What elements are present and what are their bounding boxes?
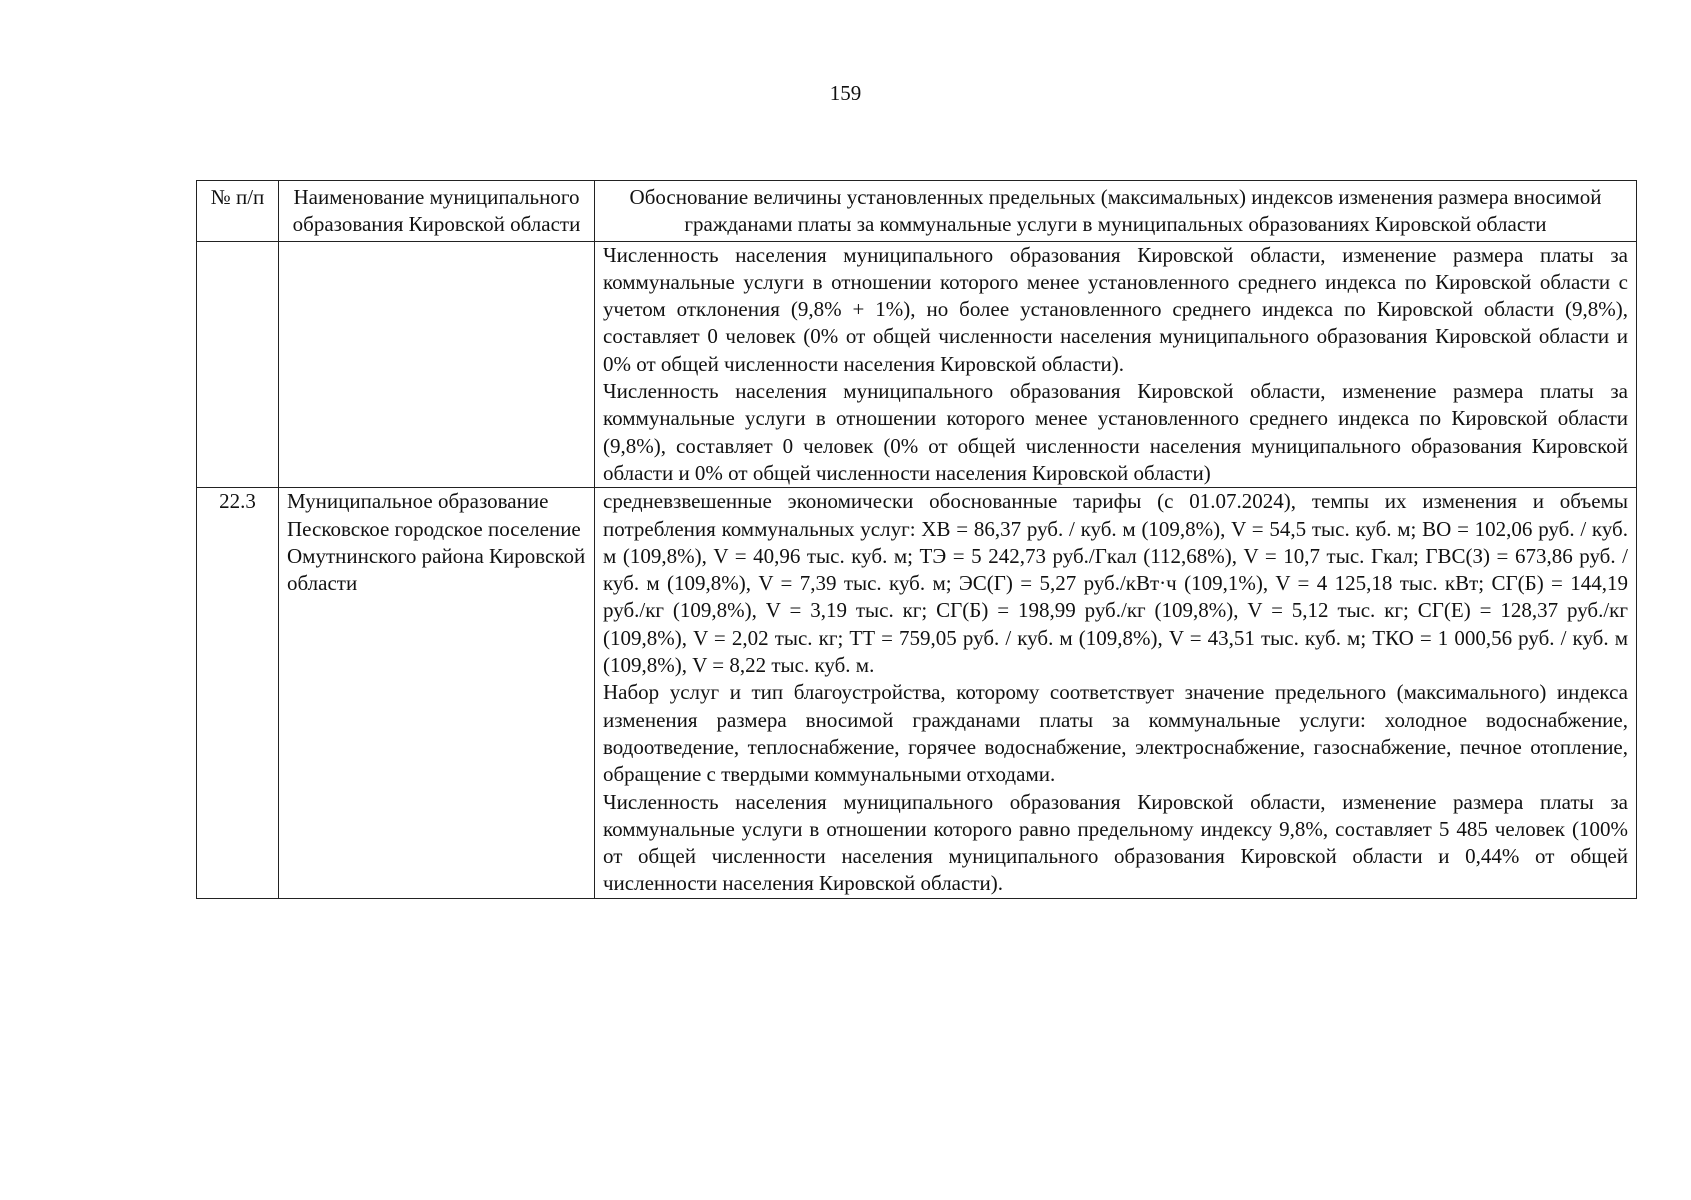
justification-paragraph: Численность населения муниципального образования Кировской области, изменение размера платы за коммунальные услуги в отношении которого менее установленного среднего индекса по Кировской области с учетом отклонения (9,8% + 1%), но более установленного среднего индекса по Кировской области (9,8%), составляет 0 человек (0% от общей численности населения муниципального образования Кировской области и 0% от общей численности населения Кировской области). [603, 242, 1628, 376]
row-justification [595, 241, 1637, 488]
row-num: 22.3 [197, 488, 279, 898]
header-municipality-name: Наименование муниципального образования Кировской области [279, 181, 595, 242]
justification-paragraph: средневзвешенные экономически обоснованные тарифы (с 01.07.2024), темпы их изменения и объемы потребления коммунальных услуг: ХВ = 86,37 руб. / куб. м (109,8%), V = 54,5 тыс. куб. м; ВО = 102,06 руб. / куб. м (109,8%), V = 40,96 тыс. куб. м; ТЭ = 5 242,73 руб./Гкал (112,68%), V = 10,7 тыс. Гкал; ГВС(З) = 673,86 руб. / куб. м (109,8%), V = 7,39 тыс. куб. м; ЭС(Г) = 5,27 руб./кВт·ч (109,1%), V = 4 125,18 тыс. кВт; СГ(Б) = 144,19 руб./кг (109,8%), V = 3,19 тыс. кг; СГ(Б) = 198,99 руб./кг (109,8%), V = 5,12 тыс. кг; СГ(Е) = 128,37 руб./кг (109,8%), V = 2,02 тыс. кг; ТТ = 759,05 руб. / куб. м (109,8%), V = 43,51 тыс. куб. м; ТКО = 1 000,56 руб. / куб. м (109,8%), V = 8,22 тыс. куб. м. [603, 489, 1628, 678]
row-municipality-name [279, 241, 595, 488]
justification-paragraph: Набор услуг и тип благоустройства, которому соответствует значение предельного (максимального) индекса изменения размера вносимой гражданами платы за коммунальные услуги: холодное водоснабжение, водоотведение, теплоснабжение, горячее водоснабжение, электроснабжение, газоснабжение, печное отопление, обращение с твердыми коммунальными отходами. [603, 680, 1628, 787]
row-municipality-name: Муниципальное образование Песковское городское поселение Омутнинского района Кировской области [279, 488, 595, 898]
table-row [197, 241, 1637, 488]
row-justification [595, 488, 1637, 898]
justification-table [196, 180, 1637, 899]
page-number: 159 [829, 81, 862, 105]
header-num: № п/п [197, 181, 279, 242]
justification-paragraph: Численность населения муниципального образования Кировской области, изменение размера платы за коммунальные услуги в отношении которого менее установленного среднего индекса по Кировской области (9,8%), составляет 0 человек (0% от общей численности населения муниципального образования Кировской области и 0% от общей численности населения Кировской области) [603, 379, 1628, 485]
row-num [197, 241, 279, 488]
table-row [197, 488, 1637, 898]
table-header-row [197, 181, 1637, 242]
justification-paragraph: Численность населения муниципального образования Кировской области, изменение размера платы за коммунальные услуги в отношении которого равно предельному индексу 9,8%, составляет 5 485 человек (100% от общей численности населения муниципального образования Кировской области и 0,44% от общей численности населения Кировской области). [603, 789, 1628, 896]
header-justification: Обоснование величины установленных предельных (максимальных) индексов изменения размера вносимой гражданами платы за коммунальные услуги в муниципальных образованиях Кировской области [595, 181, 1637, 242]
